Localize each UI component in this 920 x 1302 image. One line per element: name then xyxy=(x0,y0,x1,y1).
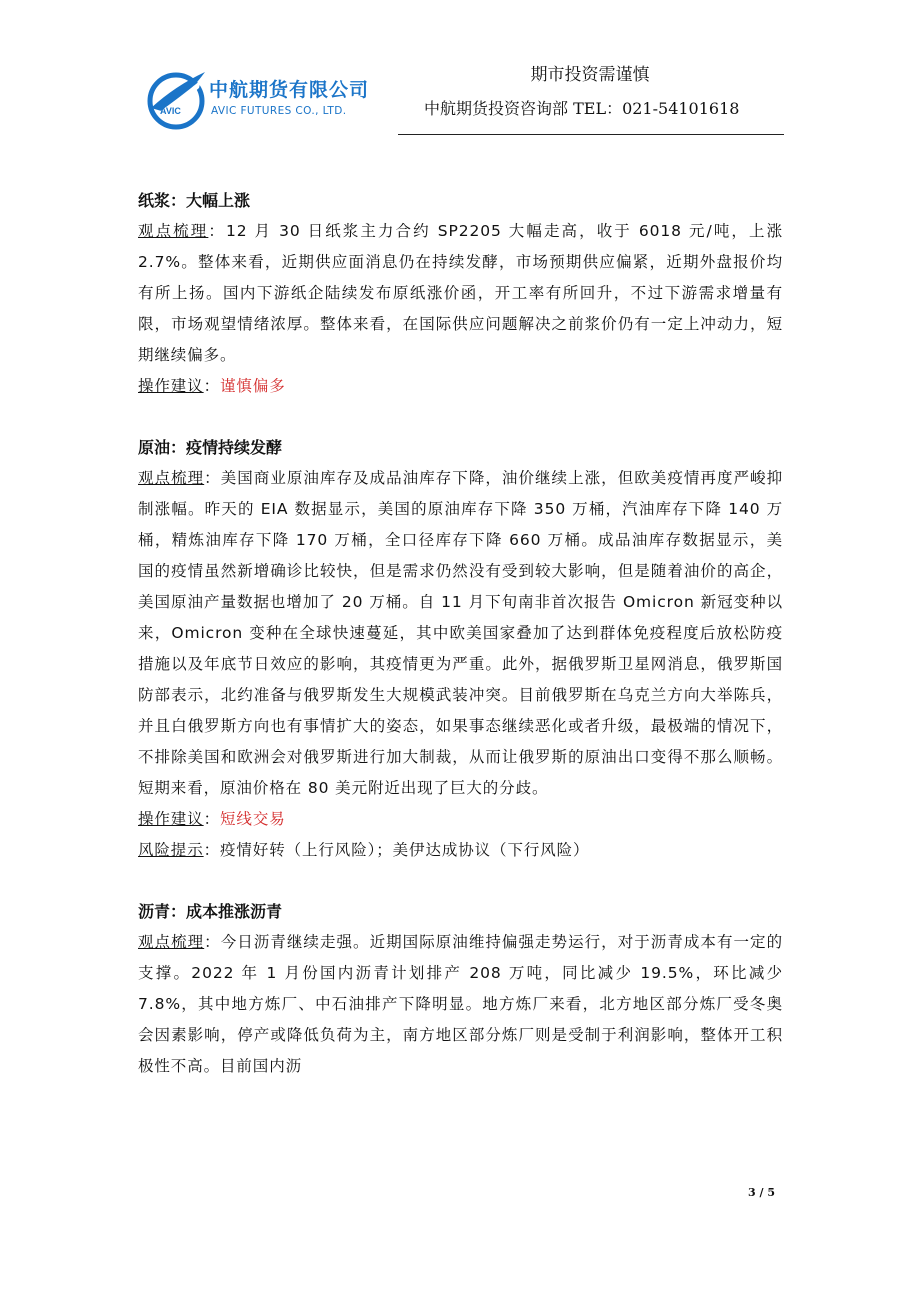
risk-row xyxy=(138,835,783,866)
section-title: 纸浆：大幅上涨 xyxy=(138,191,251,210)
advice-label: 操作建议 xyxy=(138,810,204,828)
section-pulp xyxy=(138,186,783,402)
advice-separator: ： xyxy=(203,377,221,395)
section-asphalt xyxy=(138,897,783,1082)
analysis-text: ：美国商业原油库存及成品油库存下降，油价继续上涨，但欧美疫情再度严峻抑制涨幅。昨天的 EIA 数据显示，美国的原油库存下降 350 万桶，汽油库存下降 140 万桶，精炼油库存下降 170 万桶，全口径库存下降 660 万桶。成品油库存数据显示，美国的疫情虽然新增确诊比较快，但是需求仍然没有受到较大影响，但是随着油价的高企，美国原油产量数据也增加了 20 万桶。自 11 月下旬南非首次报告 Omicron 新冠变种以来，Omicron 变种在全球快速蔓延，其中欧美国家叠加了达到群体免疫程度后放松防疫措施以及年底节日效应的影响，其疫情更为严重。此外，据俄罗斯卫星网消息，俄罗斯国防部表示，北约准备与俄罗斯发生大规模武装冲突。目前俄罗斯在乌克兰方向大举陈兵，并且白俄罗斯方向也有事情扩大的姿态，如果事态继续恶化或者升级，最极端的情况下，不排除美国和欧洲会对俄罗斯进行加大制裁，从而让俄罗斯的原油出口变得不那么顺畅。短期来看，原油价格在 80 美元附近出现了巨大的分歧。 xyxy=(138,469,783,797)
company-name-cn: 中航期货有限公司 xyxy=(209,79,370,101)
report-body xyxy=(138,186,783,1113)
section-title: 沥青：成本推涨沥青 xyxy=(138,902,283,921)
advice-row xyxy=(138,804,783,835)
header-divider xyxy=(398,134,784,135)
advice-value: 谨慎偏多 xyxy=(220,377,286,395)
logo-badge-text: AVIC xyxy=(160,106,181,116)
section-title: 原油：疫情持续发酵 xyxy=(138,438,283,457)
advice-separator: ： xyxy=(203,810,221,828)
company-logo xyxy=(145,68,390,130)
avic-logo-icon xyxy=(145,68,207,130)
section-crude-oil xyxy=(138,433,783,866)
page-header xyxy=(0,0,920,140)
risk-text: ：疫情好转（上行风险）；美伊达成协议（下行风险） xyxy=(203,841,590,859)
analysis-label: 观点梳理 xyxy=(138,933,205,951)
page-number: 3 / 5 xyxy=(748,1186,775,1199)
analysis-label: 观点梳理 xyxy=(138,222,209,240)
analysis-text: ：12 月 30 日纸浆主力合约 SP2205 大幅走高，收于 6018 元/吨，上涨 2.7%。整体来看，近期供应面消息仍在持续发酵，市场预期供应偏紧，近期外盘报价均有所上扬。国内下游纸企陆续发布原纸涨价函，开工率有所回升，不过下游需求增量有限，市场观望情绪浓厚。整体来看，在国际供应问题解决之前浆价仍有一定上冲动力，短期继续偏多。 xyxy=(138,222,784,364)
analysis-paragraph xyxy=(138,216,783,371)
analysis-label: 观点梳理 xyxy=(138,469,205,487)
header-contact: 中航期货投资咨询部 TEL：021-54101618 xyxy=(424,99,740,118)
advice-label: 操作建议 xyxy=(138,377,204,395)
advice-row xyxy=(138,371,783,402)
company-name-en: AVIC FUTURES CO., LTD. xyxy=(211,105,347,117)
analysis-text: ：今日沥青继续走强。近期国际原油维持偏强走势运行，对于沥青成本有一定的支撑。2022 年 1 月份国内沥青计划排产 208 万吨，同比减少 19.5%，环比减少 7.8%，其中地方炼厂、中石油排产下降明显。地方炼厂来看，北方地区部分炼厂受冬奥会因素影响，停产或降低负荷为主，南方地区部分炼厂则是受制于利润影响，整体开工积极性不高。目前国内沥 xyxy=(138,933,783,1075)
advice-value: 短线交易 xyxy=(220,810,286,828)
analysis-paragraph xyxy=(138,463,783,804)
risk-label: 风险提示 xyxy=(138,841,204,859)
header-motto: 期市投资需谨慎 xyxy=(530,65,650,85)
analysis-paragraph xyxy=(138,927,783,1082)
